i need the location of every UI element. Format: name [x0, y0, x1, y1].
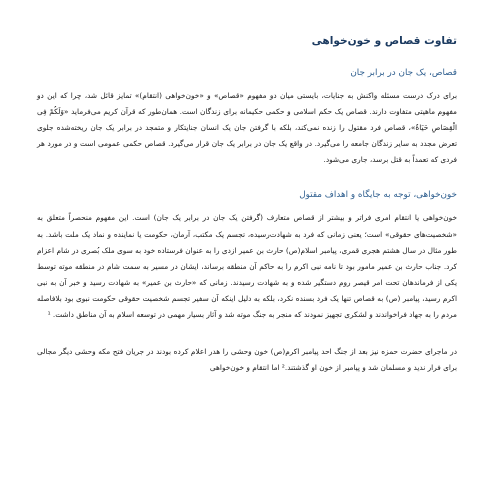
section-2-heading: خون‌خواهی، توجه به جایگاه و اهداف مقتول — [299, 190, 457, 201]
section-spacer — [37, 168, 457, 189]
section-spacer — [37, 323, 457, 344]
section-1-heading: قصاص، یک جان در برابر جان — [350, 68, 457, 78]
section-2-paragraph: خون‌خواهی یا انتقام امری فراتر و بیشتر از قصاص متعارف (گرفتن یک جان در برابر یک جان) است. این مفهوم منحصراً متعلق به «شخصیت‌های حقوقی» است؛ یعنی زمانی که فرد به شهادت‌رسیده، تجسم یک مکتب، آرمان، حکومت یا نماینده و نماد یک ملت باشد. به طور مثال در سال هشتم هجری قمری، پیامبر اسلام(ص) حارث بن عمیر ازدی را به عنوان فرستاده خود به سوی ملک بُصری در شام اعزام کرد. جناب حارث بن عمیر مامور بود تا نامه نبی اکرم را به حاکم آن منطقه برساند، ایشان در مسیر به سمت شام در منطقه موته توسط یکی از فرماندهان تحت امر قیصر روم دستگیر شده و به شهادت رسیدند. زمانی که «حارث بن عمیر» به شهادت رسید و خبر آن به نبی اکرم رسید، پیامبر (ص) به قصاص تنها یک فرد بسنده نکرد، بلکه به دلیل اینکه آن سفیر تجسم شخصیت حقوقی حکومت نبوی بود بلافاصله مردم را به جهاد فراخواندند و لشکری تجهیز نمودند که منجر به جنگ موته شد و آثار بسیار مهمی در توسعه اسلام به آن مناطق داشت. ¹ — [37, 213, 457, 320]
document-title: تفاوت قصاص و خون‌خواهی — [311, 35, 457, 47]
closing-paragraph: در ماجرای حضرت حمزه نیز بعد از جنگ احد پیامبر اکرم(ص) خون وحشی را هدر اعلام کرده بودند در جریان فتح مکه وحشی دیگر مجالی برای فرار ندید و مسلمان شد و پیامبر از خون او گذشتند.² اما انتقام و خون‌خواهی — [37, 347, 457, 373]
section-1-paragraph: برای درک درست مسئله واکنش به جنایات، بایستی میان دو مفهوم «قصاص» و «خون‌خواهی (انتقام)» تمایز قائل شد، چرا که این دو مفهوم ماهیتی متفاوت دارند. قصاص یک حکم اسلامی و حکمی حکیمانه برای زندگان است. همان‌طور که قرآن کریم می‌فرماید «وَلَکُمْ فِی الْقِصَاصِ حَیَاةٌ»، قصاص فرد مقتول را زنده نمی‌کند، بلکه با گرفتن جان یک انسان جنایتکار و متمجد در برابر یک جان ریخته‌شده جلوی تعرض مجدد به سایر زندگان جامعه را می‌گیرد. در واقع یک جان در برابر یک جان قرار می‌گیرد. قصاص حکمی عمومی است و در مورد هر فردی که تعمداً به قتل برسد، جاری می‌شود. — [37, 91, 457, 165]
